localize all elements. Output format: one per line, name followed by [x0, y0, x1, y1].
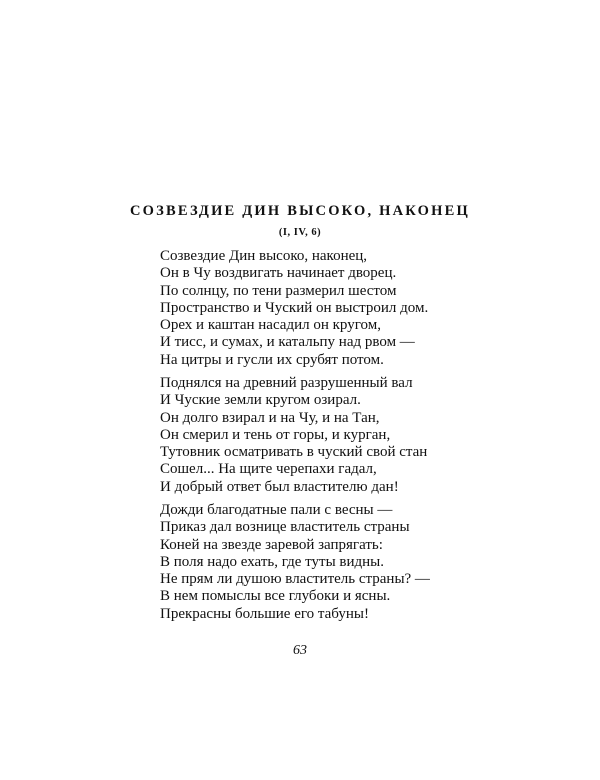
verse-line: Приказ дал вознице властитель страны: [160, 519, 410, 536]
verse-line: Коней на звезде заревой запрягать:: [160, 536, 383, 553]
stanza-1: [160, 248, 460, 369]
verse-line: Тутовник осматривать в чуский свой стан: [160, 444, 428, 461]
verse-line: Поднялся на древний разрушенный вал: [160, 375, 413, 391]
poem-title: СОЗВЕЗДИЕ ДИН ВЫСОКО, НАКОНЕЦ: [130, 203, 470, 219]
verse-line: По солнцу, по тени размерил шестом: [160, 282, 397, 299]
poem-reference: (I, IV, 6): [278, 227, 322, 238]
verse-line: Он долго взирал и на Чу, и на Тан,: [160, 409, 380, 426]
verse-line: В поля надо ехать, где туты видны.: [160, 553, 384, 570]
verse-line: Прекрасны большие его табуны!: [160, 605, 369, 622]
verse-line: Пространство и Чуский он выстроил дом.: [160, 299, 429, 316]
verse-line: Сошел... На щите черепахи гадал,: [160, 461, 377, 478]
page-number: 63: [293, 643, 307, 658]
verse-line: И добрый ответ был властителю дан!: [160, 478, 399, 495]
verse-line: Он в Чу воздвигать начинает дворец.: [160, 265, 397, 282]
stanza-2: [160, 375, 460, 496]
verse-line: Орех и каштан насадил он кругом,: [160, 317, 381, 334]
verse-line: И тисс, и сумах, и катальпу над рвом —: [160, 334, 415, 351]
verse-line: В нем помыслы все глубоки и ясны.: [160, 588, 391, 605]
verse-line: Созвездие Дин высоко, наконец,: [160, 248, 368, 264]
verse-line: На цитры и гусли их срубят потом.: [160, 351, 384, 368]
stanza-3: [160, 502, 460, 623]
verse-line: Не прям ли душою властитель страны? —: [160, 571, 430, 588]
verse-line: Он смерил и тень от горы, и курган,: [160, 426, 391, 443]
verse-line: И Чуские земли кругом озирал.: [160, 392, 361, 409]
verse-line: Дожди благодатные пали с весны —: [160, 502, 393, 518]
